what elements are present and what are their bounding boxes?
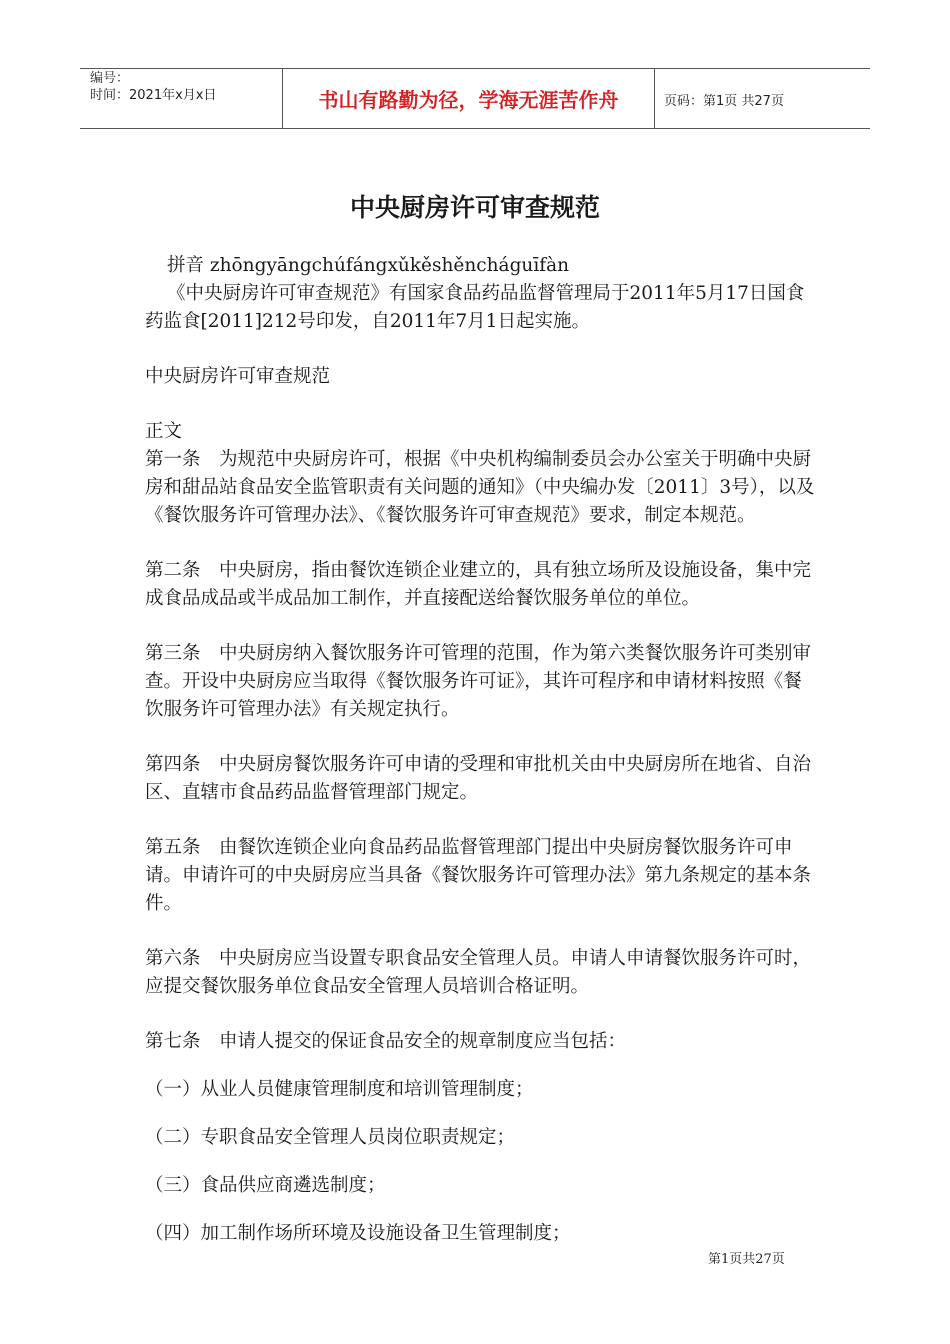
- list-item: （一）从业人员健康管理制度和培训管理制度；: [145, 1079, 534, 1100]
- document-title: 中央厨房许可审查规范: [349, 193, 600, 222]
- intro-paragraph: 《中央厨房许可审查规范》有国家食品药品监督管理局于2011年5月17日国食药监食[2011]212号印发，自2011年7月1日起实施。: [145, 283, 805, 332]
- document-date: 时间：2021年x月x日: [90, 88, 217, 103]
- subtitle: 中央厨房许可审查规范: [145, 366, 331, 387]
- article-7: 第七条 申请人提交的保证食品安全的规章制度应当包括：: [145, 1031, 627, 1052]
- article-5: 第五条 由餐饮连锁企业向食品药品监督管理部门提出中央厨房餐饮服务许可申请。申请许可的中央厨房应当具备《餐饮服务许可管理办法》第九条规定的基本条件。: [145, 837, 812, 914]
- header-divider-right: [654, 68, 655, 129]
- footer-page-number: 第1页共27页: [708, 1252, 785, 1267]
- article-6: 第六条 中央厨房应当设置专职食品安全管理人员。申请人申请餐饮服务许可时，应提交餐饮服务单位食品安全管理人员培训合格证明。: [145, 948, 812, 997]
- document-body: [145, 252, 815, 1268]
- article-4: 第四条 中央厨房餐饮服务许可申请的受理和审批机关由中央厨房所在地省、自治区、直辖市食品药品监督管理部门规定。: [145, 754, 812, 803]
- document-number: 编号：: [90, 71, 130, 86]
- header-motto: 书山有路勤为径，学海无涯苦作舟: [318, 88, 619, 112]
- body-heading: 正文: [145, 421, 183, 442]
- list-item: （二）专职食品安全管理人员岗位职责规定；: [145, 1127, 516, 1148]
- list-item: （四）加工制作场所环境及设施设备卫生管理制度；: [145, 1223, 571, 1244]
- header-info: [90, 70, 216, 104]
- header-page-number: 页码：第1页 共27页: [664, 94, 784, 109]
- list-item: （三）食品供应商遴选制度；: [145, 1175, 386, 1196]
- article-1: 第一条 为规范中央厨房许可，根据《中央机构编制委员会办公室关于明确中央厨房和甜品站食品安全监管职责有关问题的通知》（中央编办发〔2011〕3号），以及《餐饮服务许可管理办法》、《餐饮服务许可审查规范》要求，制定本规范。: [145, 449, 815, 526]
- article-2: 第二条 中央厨房，指由餐饮连锁企业建立的，具有独立场所及设施设备，集中完成食品成品或半成品加工制作，并直接配送给餐饮服务单位的单位。: [145, 560, 812, 609]
- pinyin-line: 拼音 zhōngyāngchúfángxǔkěshěncháguīfàn: [167, 255, 570, 276]
- article-3: 第三条 中央厨房纳入餐饮服务许可管理的范围，作为第六类餐饮服务许可类别审查。开设中央厨房应当取得《餐饮服务许可证》，其许可程序和申请材料按照《餐饮服务许可管理办法》有关规定执行。: [145, 643, 812, 720]
